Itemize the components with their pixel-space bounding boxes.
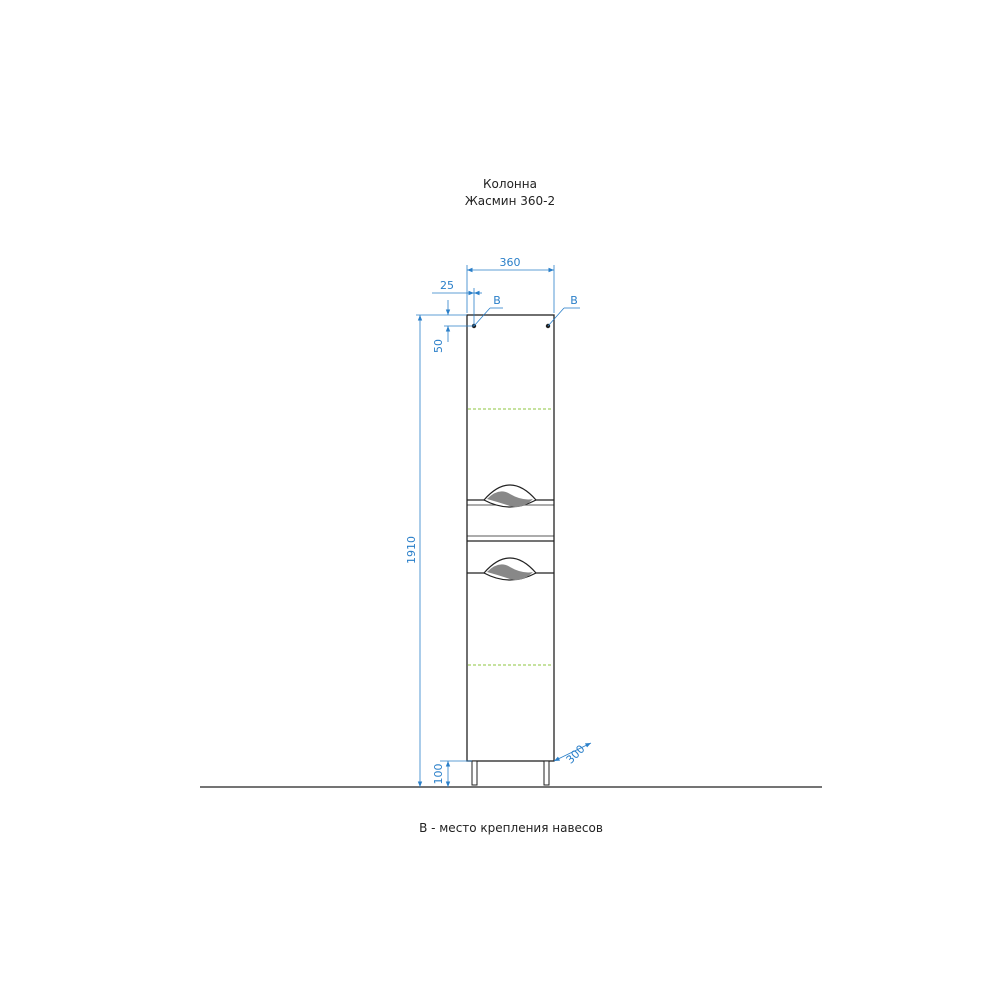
title-line-2: Жасмин 360-2 — [464, 194, 556, 208]
dimension-leg-height-label: 100 — [432, 763, 445, 785]
marker-b-right-label: B — [570, 294, 578, 307]
marker-b-left-label: B — [493, 294, 501, 307]
dimension-depth-label: 300 — [563, 742, 588, 767]
dimension-offset-top — [416, 300, 474, 353]
title-line-1: Колонна — [483, 177, 537, 191]
dimension-leg-height — [432, 761, 472, 787]
dimension-height-label: 1910 — [405, 536, 418, 564]
dimension-width-label: 360 — [499, 256, 521, 269]
leg-right — [544, 761, 549, 785]
dimension-offset-top-label: 50 — [432, 339, 445, 353]
cabinet-column — [467, 315, 554, 785]
cabinet-body — [467, 315, 554, 761]
marker-b-right — [548, 294, 580, 326]
dimension-offset-side-label: 25 — [440, 279, 454, 292]
legend-note: В - место крепления навесов — [419, 821, 603, 835]
dimension-height — [405, 315, 420, 787]
leg-left — [472, 761, 477, 785]
dimension-depth — [554, 743, 591, 767]
dimension-width — [467, 256, 554, 313]
